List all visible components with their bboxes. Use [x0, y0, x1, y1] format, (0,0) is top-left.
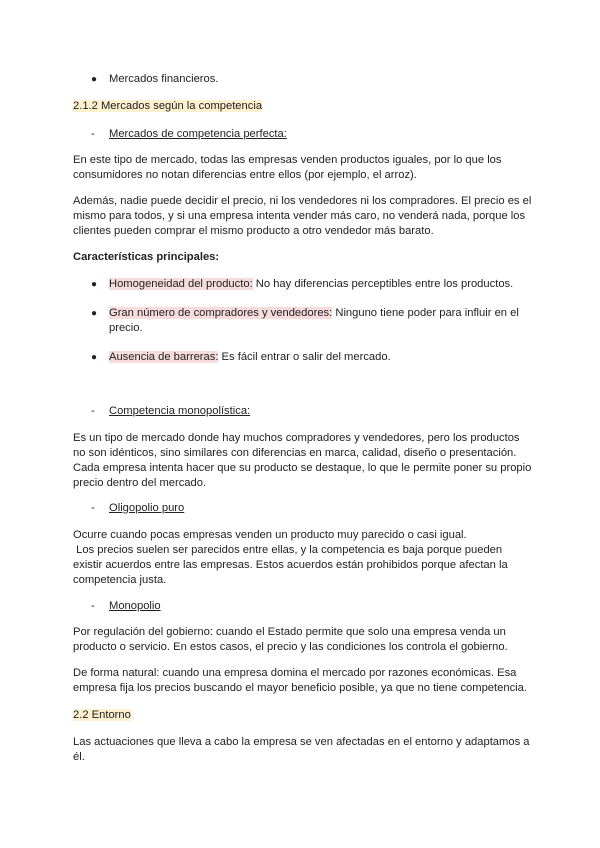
paragraph-line: precio dentro del mercado.	[73, 477, 207, 489]
paragraph-line: producto o servicio. En estos casos, el precio y las condiciones los controla el gobierno.	[73, 641, 508, 653]
dash-icon: -	[91, 502, 95, 514]
dash-icon: -	[91, 600, 95, 612]
paragraph	[73, 625, 533, 655]
subheading-text: Competencia monopolística:	[109, 405, 251, 417]
paragraph	[73, 735, 533, 765]
paragraph	[73, 153, 533, 183]
subheading-row	[91, 501, 531, 516]
highlight-term: Homogeneidad del producto:	[109, 278, 253, 290]
paragraph-line: clientes pueden comprar el mismo producto a otro vendedor más barato.	[73, 225, 434, 237]
paragraph-line: Por regulación del gobierno: cuando el Estado permite que solo una empresa venda un	[73, 626, 506, 638]
highlight-term: Gran número de compradores y vendedores:	[109, 307, 333, 319]
paragraph-line: De forma natural: cuando una empresa domina el mercado por razones económicas. Esa	[73, 667, 517, 679]
bullet-icon: ●	[91, 74, 98, 85]
paragraph	[73, 528, 533, 588]
paragraph-line: empresa fija los precios buscando el mayor beneficio posible, ya que no tiene competencia.	[73, 682, 527, 694]
list-item-text: Mercados financieros.	[109, 73, 219, 85]
paragraph-line: En este tipo de mercado, todas las empresas venden productos iguales, por lo que los	[73, 154, 502, 166]
bullet-icon: ●	[91, 308, 98, 319]
paragraph-line: no son idénticos, sino similares con diferencias en marca, calidad, diseño o presentación.	[73, 447, 517, 459]
list-item	[91, 277, 531, 292]
paragraph-line: consumidores no notan diferencias entre ellos (por ejemplo, el arroz).	[73, 169, 417, 181]
feature-description: No hay diferencias perceptibles entre los productos.	[252, 278, 514, 290]
paragraph-line: él.	[73, 751, 85, 763]
paragraph-line: competencia justa.	[73, 574, 167, 586]
highlight-term: Ausencia de barreras:	[109, 351, 219, 363]
dash-icon: -	[91, 405, 95, 417]
list-item-text	[109, 350, 531, 365]
section-heading	[73, 99, 533, 114]
feature-description: Ninguno tiene poder para influir en el	[332, 307, 519, 319]
paragraph-line: Cada empresa intenta hacer que su producto se destaque, lo que le permite poner su propio	[73, 462, 532, 474]
paragraph	[73, 666, 533, 696]
paragraph-line: existir acuerdos entre las empresas. Estos acuerdos están prohibidos porque afectan la	[73, 559, 508, 571]
bullet-icon: ●	[91, 352, 98, 363]
list-item-text	[109, 306, 531, 336]
list-item-text	[109, 277, 531, 292]
subheading-text: Oligopolio puro	[109, 502, 185, 514]
paragraph-line: Las actuaciones que lleva a cabo la empresa se ven afectadas en el entorno y adaptamos a	[73, 736, 530, 748]
subheading-row	[91, 127, 531, 142]
features-title: Características principales:	[73, 251, 220, 263]
feature-description-cont: precio.	[109, 322, 143, 334]
paragraph	[73, 431, 533, 491]
paragraph-line: Es un tipo de mercado donde hay muchos compradores y vendedores, pero los productos	[73, 432, 520, 444]
list-item	[91, 306, 531, 336]
subheading-text: Mercados de competencia perfecta:	[109, 128, 287, 140]
subheading-text: Monopolio	[109, 600, 161, 612]
section-heading	[73, 708, 533, 723]
dash-icon: -	[91, 128, 95, 140]
list-item	[91, 350, 531, 365]
list-item	[91, 72, 531, 87]
paragraph-line: Además, nadie puede decidir el precio, ni los vendedores ni los compradores. El precio es el	[73, 195, 532, 207]
subheading-row	[91, 404, 531, 419]
paragraph-line: mismo para todos, y si una empresa intenta vender más caro, no venderá nada, porque los	[73, 210, 526, 222]
section-heading-text: 2.2 Entorno	[73, 709, 131, 721]
subheading-row	[91, 599, 531, 614]
paragraph-line: Los precios suelen ser parecidos entre ellas, y la competencia es baja porque pueden	[73, 544, 503, 556]
paragraph	[73, 194, 533, 239]
section-heading-text: 2.1.2 Mercados según la competencia	[73, 100, 263, 112]
bullet-icon: ●	[91, 279, 98, 290]
paragraph-line: Ocurre cuando pocas empresas venden un producto muy parecido o casi igual.	[73, 529, 467, 541]
feature-description: Es fácil entrar o salir del mercado.	[218, 351, 391, 363]
